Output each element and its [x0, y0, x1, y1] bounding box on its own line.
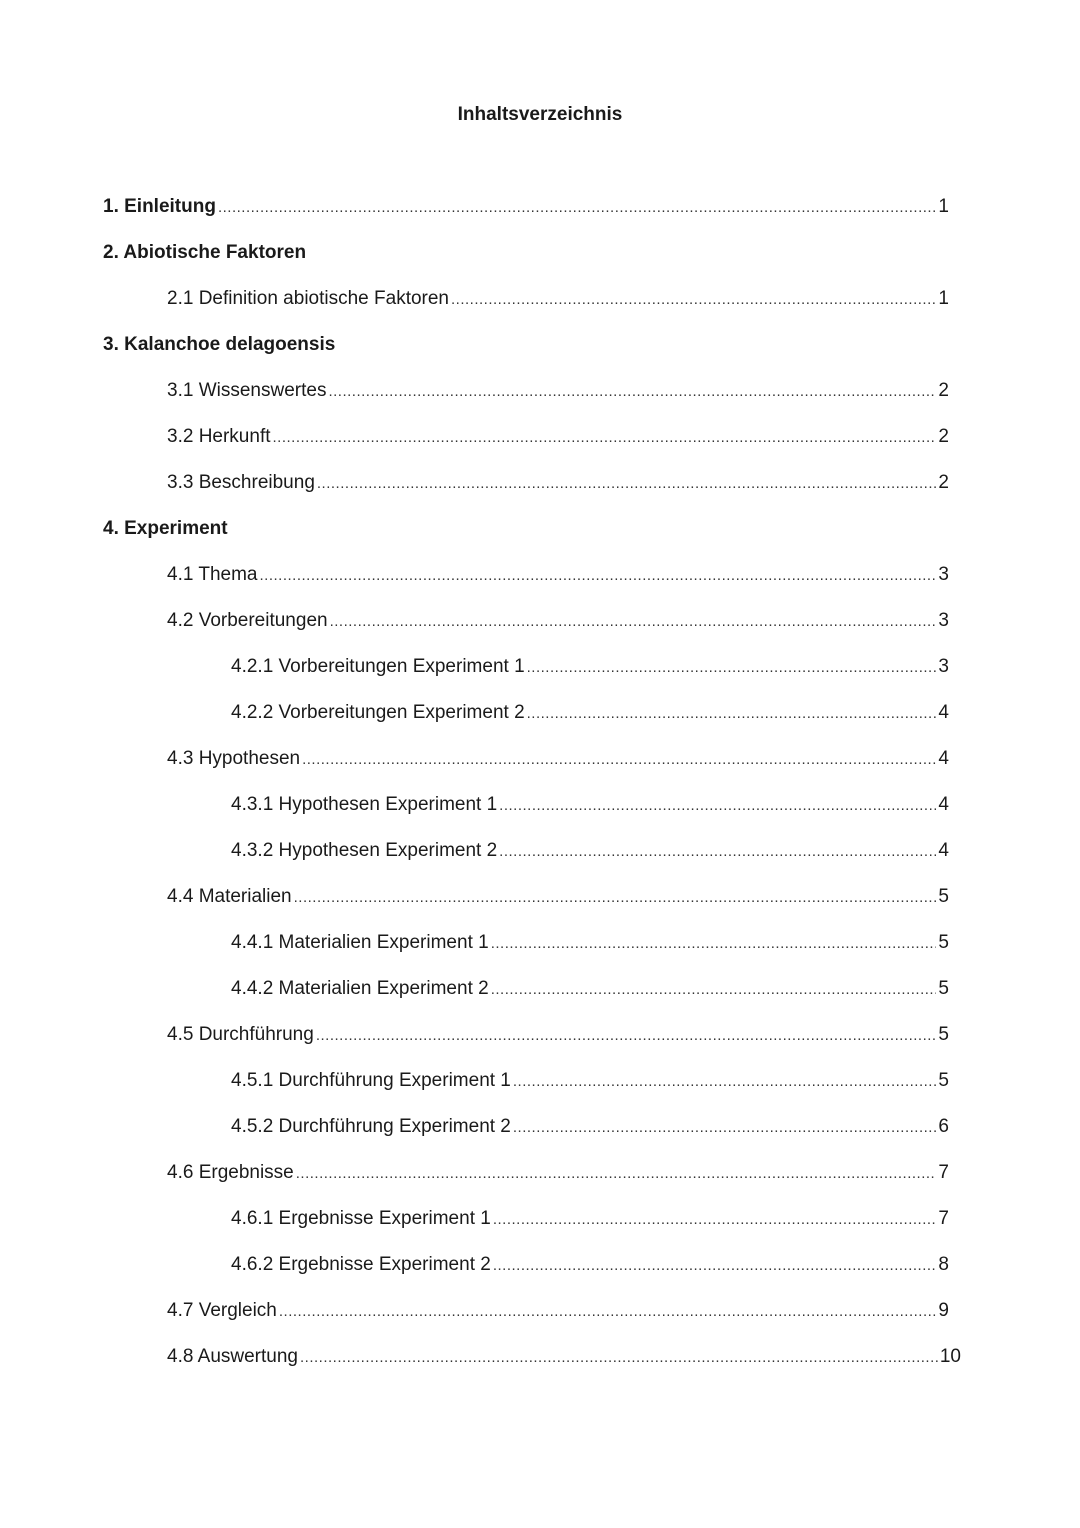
dot-leader: [527, 654, 937, 682]
dot-leader: [316, 1022, 937, 1050]
dot-leader: [513, 1114, 937, 1142]
dot-leader: [499, 792, 936, 820]
toc-entry-page: 5: [938, 978, 949, 999]
toc-entry-3-1[interactable]: [167, 377, 949, 405]
toc-entry-page: 9: [938, 1300, 949, 1321]
toc-entry-page: 7: [938, 1162, 949, 1183]
dot-leader: [493, 1252, 937, 1280]
toc-entry-label: 4.4.1 Materialien Experiment 1: [231, 932, 489, 953]
dot-leader: [491, 976, 937, 1004]
toc-entry-label: 4.3 Hypothesen: [167, 748, 301, 769]
dot-leader: [491, 930, 937, 958]
toc-entry-page: 5: [938, 932, 949, 953]
toc-entry-label: 1. Einleitung: [103, 196, 216, 217]
toc-entry-page: 2: [938, 472, 949, 493]
dot-leader: [317, 470, 937, 498]
toc-entry-label: 4.8 Auswertung: [167, 1346, 298, 1367]
toc-entry-page: 7: [938, 1208, 949, 1229]
toc-entry-page: 1: [938, 196, 949, 217]
toc-entry-2-1[interactable]: [167, 285, 949, 313]
toc-entry-page: 3: [938, 656, 949, 677]
toc-entry-page: 5: [938, 886, 949, 907]
toc-entry-label: 4. Experiment: [103, 518, 228, 539]
dot-leader: [279, 1298, 937, 1326]
toc-entry-4-5-1[interactable]: [231, 1067, 949, 1095]
toc-entry-4-8[interactable]: [167, 1343, 961, 1371]
toc-entry-label: 4.3.1 Hypothesen Experiment 1: [231, 794, 498, 815]
toc-entry-page: 4: [938, 794, 949, 815]
toc-entry-4-2-1[interactable]: [231, 653, 949, 681]
dot-leader: [513, 1068, 937, 1096]
toc-entry-4-5[interactable]: [167, 1021, 949, 1049]
toc-entry-page: 2: [938, 380, 949, 401]
toc-entry-label: 4.6.1 Ergebnisse Experiment 1: [231, 1208, 491, 1229]
toc-entry-4-5-2[interactable]: [231, 1113, 949, 1141]
dot-leader: [330, 608, 937, 636]
toc-entry-label: 3. Kalanchoe delagoensis: [103, 334, 336, 355]
toc-entry-4-6-2[interactable]: [231, 1251, 949, 1279]
toc-entry-label: 4.5 Durchführung: [167, 1024, 314, 1045]
dot-leader: [499, 838, 936, 866]
toc-entry-3-3[interactable]: [167, 469, 949, 497]
toc-entry-4-6-1[interactable]: [231, 1205, 949, 1233]
toc-entry-label: 4.6.2 Ergebnisse Experiment 2: [231, 1254, 491, 1275]
toc-entry-label: 4.5.2 Durchführung Experiment 2: [231, 1116, 511, 1137]
toc-entry-page: 3: [938, 610, 949, 631]
page-title: Inhaltsverzeichnis: [457, 104, 623, 125]
toc-entry-4-3-1[interactable]: [231, 791, 949, 819]
toc-entry-page: 6: [938, 1116, 949, 1137]
dot-leader: [527, 700, 937, 728]
toc-entry-3-2[interactable]: [167, 423, 949, 451]
toc-entry-label: 3.1 Wissenswertes: [167, 380, 327, 401]
toc-entry-page: 5: [938, 1024, 949, 1045]
dot-leader: [294, 884, 937, 912]
dot-leader: [218, 194, 936, 222]
toc-entry-page: 8: [938, 1254, 949, 1275]
toc-entry-label: 2.1 Definition abiotische Faktoren: [167, 288, 449, 309]
toc-entry-label: 4.7 Vergleich: [167, 1300, 277, 1321]
toc-entry-page: 4: [938, 748, 949, 769]
toc-entry-page: 4: [938, 702, 949, 723]
toc-entry-label: 4.2.1 Vorbereitungen Experiment 1: [231, 656, 525, 677]
toc-section-abiotische-faktoren[interactable]: [103, 239, 306, 267]
dot-leader: [451, 286, 936, 314]
toc-entry-label: 3.3 Beschreibung: [167, 472, 315, 493]
toc-entry-label: 4.3.2 Hypothesen Experiment 2: [231, 840, 498, 861]
dot-leader: [273, 424, 937, 452]
toc-entry-page: 1: [938, 288, 949, 309]
dot-leader: [259, 562, 936, 590]
toc-entry-label: 3.2 Herkunft: [167, 426, 271, 447]
toc-entry-4-3[interactable]: [167, 745, 949, 773]
dot-leader: [328, 378, 936, 406]
dot-leader: [296, 1160, 937, 1188]
toc-entry-page: 10: [939, 1346, 961, 1367]
toc-entry-page: 2: [938, 426, 949, 447]
toc-entry-label: 4.6 Ergebnisse: [167, 1162, 294, 1183]
toc-entry-page: 4: [938, 840, 949, 861]
toc-entry-4-4-2[interactable]: [231, 975, 949, 1003]
dot-leader: [493, 1206, 937, 1234]
toc-entry-4-2[interactable]: [167, 607, 949, 635]
toc-entry-4-3-2[interactable]: [231, 837, 949, 865]
toc-section-kalanchoe[interactable]: [103, 331, 335, 359]
toc-entry-4-7[interactable]: [167, 1297, 949, 1325]
toc-entry-4-4-1[interactable]: [231, 929, 949, 957]
toc-entry-label: 4.4.2 Materialien Experiment 2: [231, 978, 489, 999]
toc-section-experiment[interactable]: [103, 515, 228, 543]
toc-entry-label: 4.5.1 Durchführung Experiment 1: [231, 1070, 511, 1091]
toc-entry-4-4[interactable]: [167, 883, 949, 911]
dot-leader: [300, 1344, 938, 1372]
toc-entry-label: 4.2.2 Vorbereitungen Experiment 2: [231, 702, 525, 723]
toc-entry-4-2-2[interactable]: [231, 699, 949, 727]
toc-entry-4-1[interactable]: [167, 561, 949, 589]
toc-entry-page: 3: [938, 564, 949, 585]
dot-leader: [302, 746, 936, 774]
toc-entry-label: 4.4 Materialien: [167, 886, 292, 907]
toc-entry-einleitung[interactable]: [103, 193, 949, 221]
toc-entry-label: 4.1 Thema: [167, 564, 258, 585]
toc-entry-page: 5: [938, 1070, 949, 1091]
toc-entry-4-6[interactable]: [167, 1159, 949, 1187]
toc-entry-label: 4.2 Vorbereitungen: [167, 610, 328, 631]
toc-entry-label: 2. Abiotische Faktoren: [103, 242, 307, 263]
